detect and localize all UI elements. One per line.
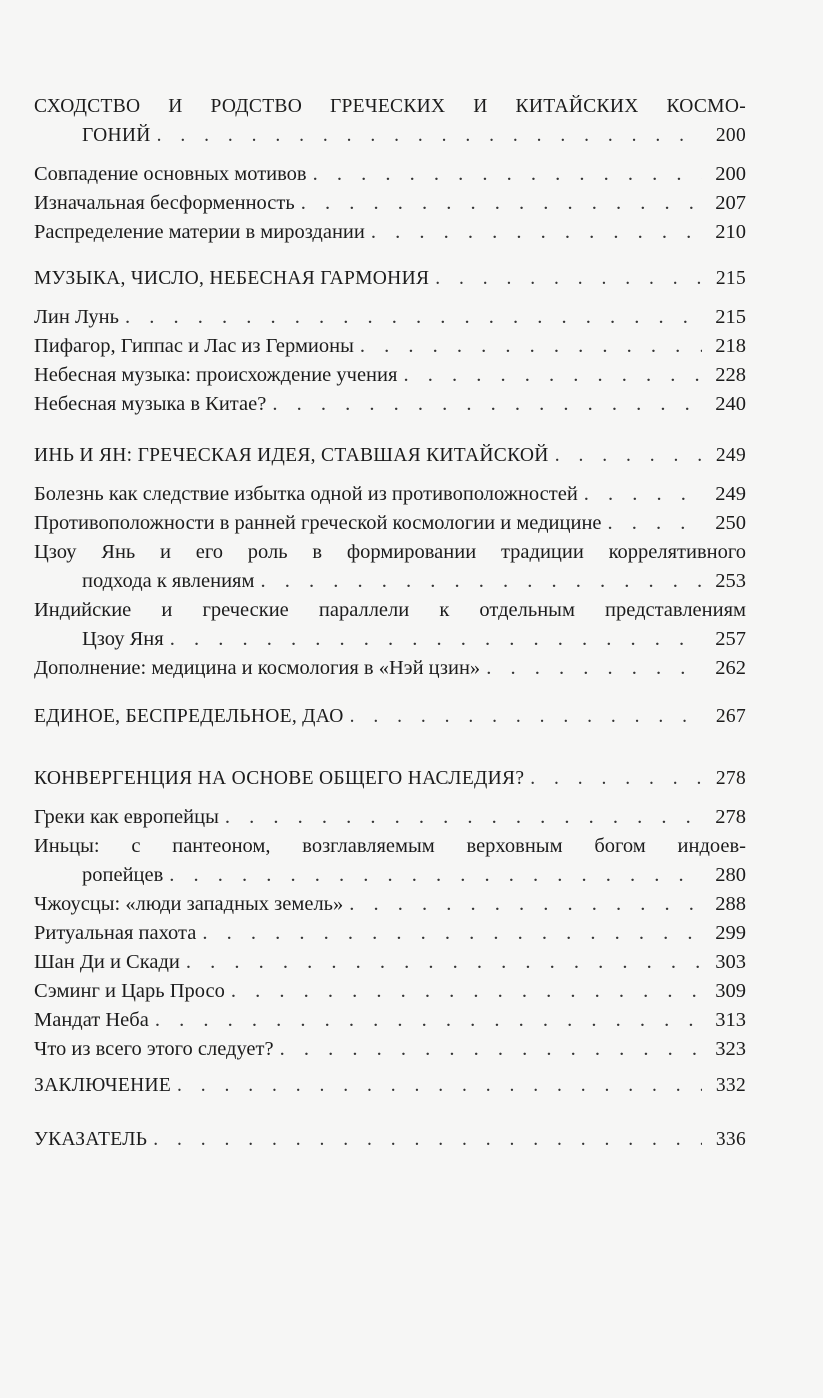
toc-page-number: 218 [715,335,746,357]
toc-entry-title: Мандат Неба [34,1009,149,1031]
toc-subentry [34,1035,746,1064]
toc-page-number: 200 [715,125,746,146]
dot-leader [177,1071,702,1100]
toc-entry-title: ИНЬ И ЯН: ГРЕЧЕСКАЯ ИДЕЯ, СТАВШАЯ КИТАЙСКОЙ [34,445,549,466]
toc-page-number: 303 [715,951,746,973]
toc-subentry [34,832,746,890]
toc-entry-line [34,890,746,919]
dot-leader [125,303,702,332]
toc-subentry [34,919,746,948]
toc-section [34,702,746,731]
toc-entry-title: Ритуальная пахота [34,922,197,944]
toc-section [34,764,746,1064]
section-gap [34,470,746,480]
dot-leader [153,1125,702,1154]
toc-subentry [34,890,746,919]
toc-entry-title: Распределение материи в мироздании [34,221,365,243]
toc-subentry [34,189,746,218]
dot-leader [555,441,702,470]
toc-entry-line [34,654,746,683]
toc-page-number: 210 [715,221,746,243]
toc-entry-title: Небесная музыка в Китае? [34,393,267,415]
toc-entry-title: УКАЗАТЕЛЬ [34,1129,148,1150]
toc-subentry [34,390,746,419]
toc-page-number: 267 [715,706,746,727]
toc-page-number: 249 [715,445,746,466]
toc-subentry [34,948,746,977]
toc-section [34,264,746,419]
toc-chapter-entry [34,92,746,150]
dot-leader [260,567,702,596]
toc-subentry [34,480,746,509]
toc-page-number: 253 [715,570,746,592]
toc-entry-line [34,480,746,509]
toc-subentry [34,596,746,654]
toc-page-number: 200 [715,163,746,185]
toc-entry-title: Лин Лунь [34,306,119,328]
dot-leader [280,1035,702,1064]
dot-leader [530,764,702,793]
toc-entry-title: ЕДИНОЕ, БЕСПРЕДЕЛЬНОЕ, ДАО [34,706,344,727]
toc-page-number: 262 [715,657,746,679]
toc-page-number: 257 [715,628,746,650]
toc-entry-line [34,861,746,890]
dot-leader [371,218,702,247]
toc-entry-line [34,509,746,538]
toc-entry-line [34,803,746,832]
toc-page-number: 280 [715,864,746,886]
toc-entry-title: Греки как европейцы [34,806,219,828]
toc-entry-line [34,625,746,654]
toc-subentry [34,538,746,596]
toc-subentry [34,977,746,1006]
toc-subentry [34,803,746,832]
dot-leader [350,702,702,731]
toc-section [34,92,746,247]
toc-entry-line [34,121,746,150]
dot-leader [313,160,702,189]
dot-leader [169,861,702,890]
toc-chapter-entry [34,1125,746,1154]
toc-entry-line [34,1071,746,1100]
toc-entry-title: ЗАКЛЮЧЕНИЕ [34,1075,172,1096]
dot-leader [225,803,702,832]
toc-entry-title-line1: Цзоу Янь и его роль в формировании традиции коррелятивного [34,541,746,563]
toc-page-number: 278 [715,806,746,828]
toc-entry-title-line1: Индийские и греческие параллели к отдельным представлениям [34,599,746,621]
toc-entry-title: Дополнение: медицина и космология в «Нэй цзин» [34,657,481,679]
toc-entry-line [34,189,746,218]
toc-section [34,1125,746,1154]
toc-entry-line [34,1125,746,1154]
toc-subentry [34,509,746,538]
toc-page-number: 228 [715,364,746,386]
toc-entry-title: Чжоусцы: «люди западных земель» [34,893,344,915]
toc-entry-title: МУЗЫКА, ЧИСЛО, НЕБЕСНАЯ ГАРМОНИЯ [34,268,430,289]
toc-page-number: 299 [715,922,746,944]
toc-entry-line [34,303,746,332]
toc-entry-title: Изначальная бесформенность [34,192,295,214]
toc-entry-title: ГОНИЙ [82,125,151,146]
toc-entry-title: Цзоу Яня [82,628,164,650]
toc-page-number: 250 [715,512,746,534]
toc-entry-title: Шан Ди и Скади [34,951,180,973]
toc-entry-line [34,441,746,470]
toc-page-number: 207 [715,192,746,214]
toc-entry-title: КОНВЕРГЕНЦИЯ НА ОСНОВЕ ОБЩЕГО НАСЛЕДИЯ? [34,768,525,789]
toc-subentry [34,332,746,361]
toc-entry-title: Сэминг и Царь Просо [34,980,225,1002]
toc-page-number: 336 [715,1129,746,1150]
section-gap [34,793,746,803]
toc-chapter-entry [34,764,746,793]
dot-leader [155,1006,702,1035]
toc-chapter-entry [34,441,746,470]
toc-entry-title-line1: Иньцы: с пантеоном, возглавляемым верховным богом индоев- [34,835,746,857]
toc-subentry [34,303,746,332]
toc-subentry [34,361,746,390]
toc-entry-line [34,948,746,977]
toc-entry-title: Небесная музыка: происхождение учения [34,364,398,386]
toc-entry-line [34,567,746,596]
toc-page-number: 215 [715,268,746,289]
toc-page-number: 240 [715,393,746,415]
toc-subentry [34,218,746,247]
toc-entry-line [34,977,746,1006]
section-gap [34,150,746,160]
dot-leader [360,332,702,361]
dot-leader [186,948,702,977]
dot-leader [157,121,702,150]
toc-entry-title: Болезнь как следствие избытка одной из противоположностей [34,483,578,505]
section-gap [34,293,746,303]
toc-entry-line [34,1006,746,1035]
toc-chapter-entry [34,702,746,731]
toc-entry-line [34,264,746,293]
toc-subentry [34,654,746,683]
toc-page-number: 332 [715,1075,746,1096]
toc-entry-title-line1: СХОДСТВО И РОДСТВО ГРЕЧЕСКИХ И КИТАЙСКИХ КОСМО- [34,96,746,117]
toc-entry-line [34,919,746,948]
dot-leader [272,390,702,419]
toc-section [34,441,746,683]
dot-leader [202,919,702,948]
dot-leader [608,509,702,538]
toc-entry-line [34,361,746,390]
toc-entry-line [34,390,746,419]
dot-leader [231,977,702,1006]
dot-leader [435,264,702,293]
toc-entry-line [34,332,746,361]
dot-leader [584,480,702,509]
toc-page-number: 309 [715,980,746,1002]
toc-entry-line [34,160,746,189]
toc-page-number: 323 [715,1038,746,1060]
toc-entry-line [34,764,746,793]
toc-chapter-entry [34,1071,746,1100]
toc-entry-line [34,1035,746,1064]
toc-entry-title: Что из всего этого следует? [34,1038,274,1060]
toc-entry-title: Пифагор, Гиппас и Лас из Гермионы [34,335,354,357]
toc-subentry [34,160,746,189]
dot-leader [170,625,702,654]
toc-page-number: 215 [715,306,746,328]
toc-page-number: 313 [715,1009,746,1031]
toc-entry-title: Противоположности в ранней греческой космологии и медицине [34,512,602,534]
toc-entry-line [34,218,746,247]
toc-entry-title: ропейцев [82,864,164,886]
toc-page-number: 278 [715,768,746,789]
toc-section [34,1071,746,1100]
toc-page-number: 249 [715,483,746,505]
dot-leader [403,361,702,390]
toc-subentry [34,1006,746,1035]
dot-leader [301,189,702,218]
toc-entry-line [34,702,746,731]
dot-leader [349,890,702,919]
toc-page-number: 288 [715,893,746,915]
dot-leader [486,654,702,683]
toc-chapter-entry [34,264,746,293]
toc-entry-title: Совпадение основных мотивов [34,163,307,185]
toc-entry-title: подхода к явлениям [82,570,255,592]
